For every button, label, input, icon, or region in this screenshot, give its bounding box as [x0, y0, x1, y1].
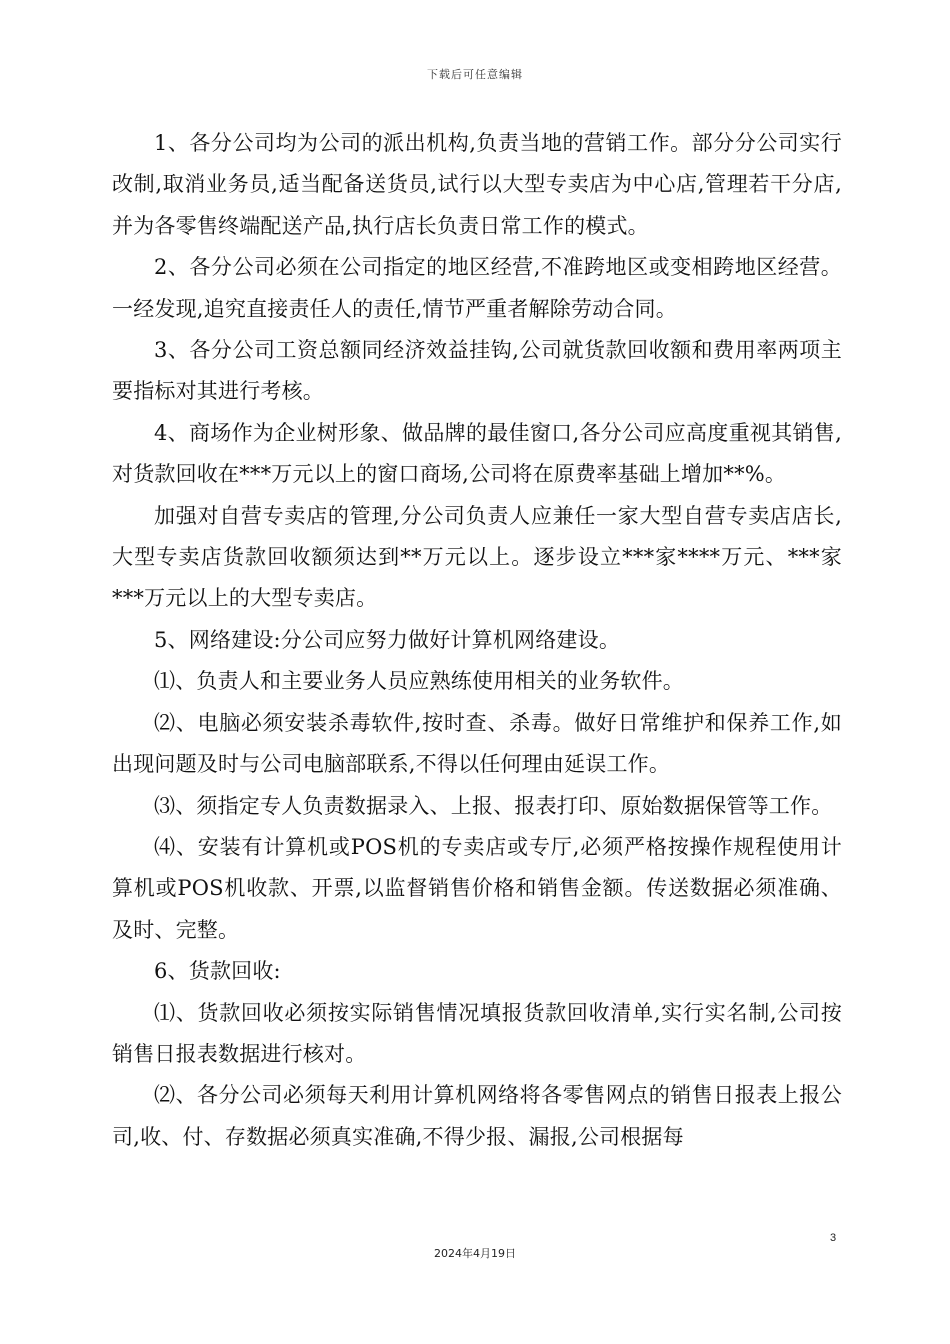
paragraph-13: ⑵、各分公司必须每天利用计算机网络将各零售网点的销售日报表上报公司,收、付、存数据必须真实准确,不得少报、漏报,公司根据每 — [112, 1083, 842, 1149]
paragraph-3: 3、各分公司工资总额同经济效益挂钩,公司就货款回收额和费用率两项主要指标对其进行考核。 — [112, 338, 842, 404]
document-body — [112, 123, 842, 1158]
paragraph-10: ⑷、安装有计算机或POS机的专卖店或专厅,必须严格按操作规程使用计算机或POS机收款、开票,以监督销售价格和销售金额。传送数据必须准确、及时、完整。 — [112, 834, 842, 942]
paragraph-2: 2、各分公司必须在公司指定的地区经营,不准跨地区或变相跨地区经营。一经发现,追究直接责任人的责任,情节严重者解除劳动合同。 — [112, 255, 842, 321]
paragraph-7: ⑴、负责人和主要业务人员应熟练使用相关的业务软件。 — [154, 669, 684, 694]
paragraph-5: 加强对自营专卖店的管理,分公司负责人应兼任一家大型自营专卖店店长,大型专卖店货款回收额须达到**万元以上。逐步设立***家****万元、***家***万元以上的大型专卖店。 — [112, 503, 842, 611]
paragraph-8: ⑵、电脑必须安装杀毒软件,按时查、杀毒。做好日常维护和保养工作,如出现问题及时与公司电脑部联系,不得以任何理由延误工作。 — [112, 710, 842, 777]
paragraph-11: 6、货款回收: — [154, 959, 281, 984]
page-header: 下载后可任意编辑 — [427, 68, 523, 81]
paragraph-6: 5、网络建设:分公司应努力做好计算机网络建设。 — [154, 627, 621, 652]
paragraph-12: ⑴、货款回收必须按实际销售情况填报货款回收清单,实行实名制,公司按销售日报表数据进行核对。 — [112, 1000, 842, 1066]
paragraph-9: ⑶、须指定专人负责数据录入、上报、报表打印、原始数据保管等工作。 — [154, 793, 833, 818]
footer-date: 2024年4月19日 — [434, 1247, 516, 1260]
page-number: 3 — [830, 1232, 837, 1244]
paragraph-4: 4、商场作为企业树形象、做品牌的最佳窗口,各分公司应高度重视其销售,对货款回收在***万元以上的窗口商场,公司将在原费率基础上增加**%。 — [112, 420, 842, 487]
paragraph-1: 1、各分公司均为公司的派出机构,负责当地的营销工作。部分分公司实行改制,取消业务员,适当配备送货员,试行以大型专卖店为中心店,管理若干分店,并为各零售终端配送产品,执行店长负责日常工作的模式。 — [112, 131, 842, 238]
